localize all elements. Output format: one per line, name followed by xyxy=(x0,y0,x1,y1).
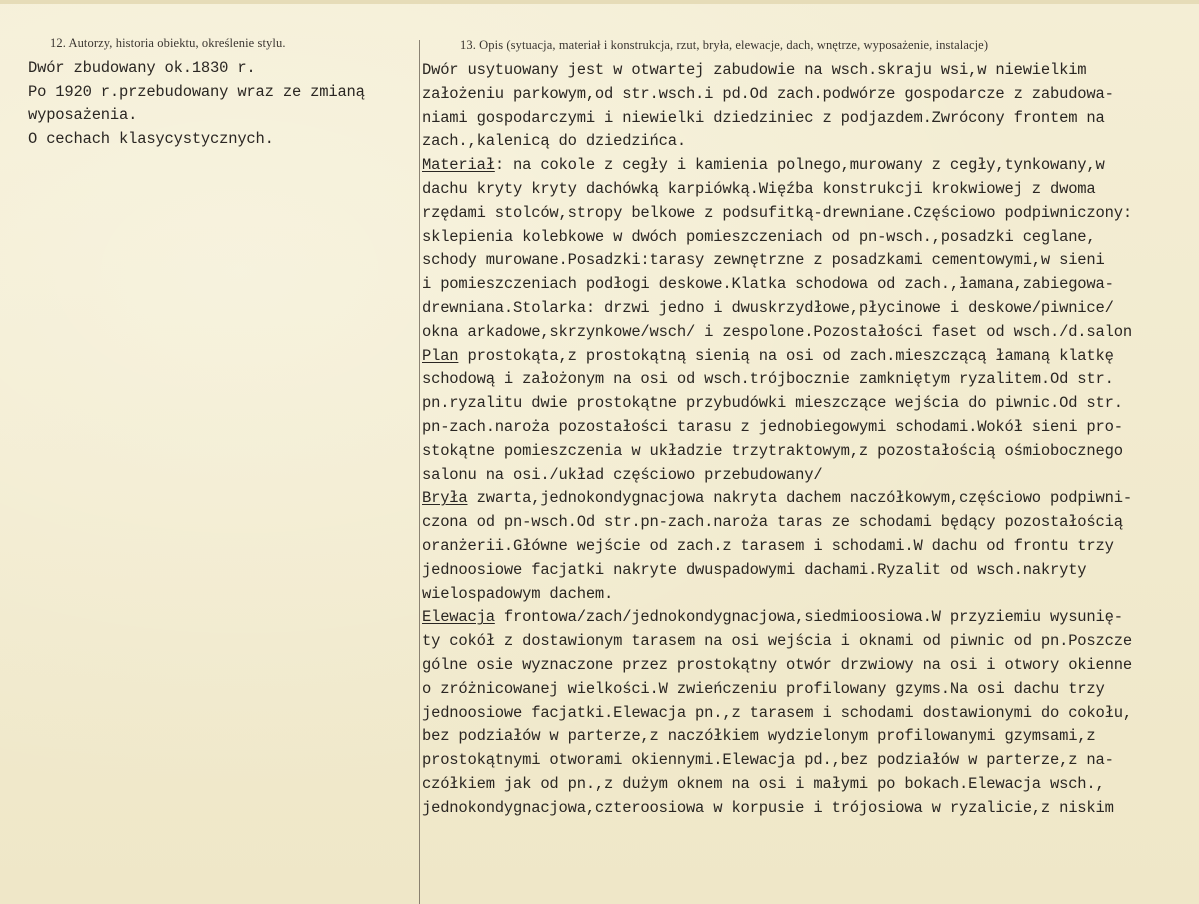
description-line xyxy=(422,226,1199,250)
description-line xyxy=(422,511,1199,535)
description-line-text: niami gospodarczymi i niewielki dziedziniec z podjazdem.Zwrócony frontem na xyxy=(422,108,1105,127)
description-line-text: sklepienia kolebkowe w dwóch pomieszczeniach od pn-wsch.,posadzki ceglane, xyxy=(422,227,1096,246)
description-line xyxy=(422,487,1199,511)
description-line xyxy=(422,83,1199,107)
description-line xyxy=(422,202,1199,226)
history-column-header: 12. Autorzy, historia obiektu, określenie stylu. xyxy=(50,36,286,50)
description-line xyxy=(422,297,1199,321)
description-line-text: schodową i założonym na osi od wsch.trójbocznie zamkniętym ryzalitem.Od str. xyxy=(422,370,1114,389)
description-line xyxy=(422,678,1199,702)
description-line-text: jednokondygnacjowa,czteroosiowa w korpusie i trójosiowa w ryzalicie,z niskim xyxy=(422,798,1114,817)
section-heading: Plan xyxy=(422,346,459,365)
history-line: O cechach klasycystycznych. xyxy=(28,129,274,148)
description-line-text: salonu na osi./układ częściowo przebudowany/ xyxy=(422,465,823,484)
description-line-text: jednoosiowe facjatki.Elewacja pn.,z tarasem i schodami dostawionymi do cokołu, xyxy=(422,703,1132,722)
description-line xyxy=(422,464,1199,488)
description-text xyxy=(422,59,1199,821)
section-heading: Bryła xyxy=(422,489,468,508)
description-line xyxy=(422,630,1199,654)
description-line xyxy=(422,606,1199,630)
description-line-text: czółkiem jak od pn.,z dużym oknem na osi i małymi po bokach.Elewacja wsch., xyxy=(422,774,1105,793)
description-column-header: 13. Opis (sytuacja, materiał i konstrukcja, rzut, bryła, elewacje, dach, wnętrze, wyposażenie, instalacje) xyxy=(460,38,989,52)
description-column xyxy=(422,38,1199,821)
description-line xyxy=(422,107,1199,131)
section-heading: Elewacja xyxy=(422,608,495,627)
description-line-text: okna arkadowe,skrzynkowe/wsch/ i zespolone.Pozostałości faset od wsch./d.salon xyxy=(422,322,1132,341)
description-line-text: gólne osie wyznaczone przez prostokątny otwór drzwiowy na osi i otwory okienne xyxy=(422,655,1132,674)
description-line-text: : na cokole z cegły i kamienia polnego,murowany z cegły,tynkowany,w xyxy=(494,156,1105,175)
description-line-text: bez podziałów w parterze,z naczółkiem wydzielonym profilowanymi gzymsami,z xyxy=(422,727,1096,746)
description-line xyxy=(422,725,1199,749)
description-line-text: Dwór usytuowany jest w otwartej zabudowie na wsch.skraju wsi,w niewielkim xyxy=(422,61,1087,79)
description-line-text: ty cokół z dostawionym tarasem na osi wejścia i oknami od piwnic od pn.Poszcze xyxy=(422,632,1132,651)
description-line-text: drewniana.Stolarka: drzwi jedno i dwuskrzydłowe,płycinowe i deskowe/piwnice/ xyxy=(422,298,1114,317)
description-line xyxy=(422,535,1199,559)
description-line-text: zwarta,jednokondygnacjowa nakryta dachem naczółkowym,częściowo podpiwni- xyxy=(467,489,1132,508)
description-line xyxy=(422,392,1199,416)
description-line-text: jednoosiowe facjatki nakryte dwuspadowymi dachami.Ryzalit od wsch.nakryty xyxy=(422,560,1087,579)
history-line: Po 1920 r.przebudowany wraz ze zmianą xyxy=(28,82,365,101)
history-line: Dwór zbudowany ok.1830 r. xyxy=(28,59,256,77)
description-line-text: frontowa/zach/jednokondygnacjowa,siedmioosiowa.W przyziemiu wysunię- xyxy=(494,608,1123,627)
history-column xyxy=(28,36,413,151)
description-line-text: rzędami stolców,stropy belkowe z podsufitką-drewniane.Częściowo podpiwniczony: xyxy=(422,203,1132,222)
description-line xyxy=(422,773,1199,797)
description-line-text: prostokąta,z prostokątną sienią na osi od zach.mieszczącą łamaną klatkę xyxy=(458,346,1114,365)
description-line-text: założeniu parkowym,od str.wsch.i pd.Od zach.podwórze gospodarcze z zabudowa- xyxy=(422,84,1114,103)
description-line xyxy=(422,749,1199,773)
description-line xyxy=(422,154,1199,178)
description-line-text: o zróżnicowanej wielkości.W zwieńczeniu profilowany gzyms.Na osi dachu trzy xyxy=(422,679,1105,698)
description-line xyxy=(422,321,1199,345)
description-line-text: schody murowane.Posadzki:tarasy zewnętrzne z posadzkami cementowymi,w sieni xyxy=(422,251,1105,270)
description-line-text: czona od pn-wsch.Od str.pn-zach.naroża taras ze schodami będący pozostałością xyxy=(422,513,1123,532)
description-line xyxy=(422,654,1199,678)
description-line-text: prostokątnymi otworami okiennymi.Elewacja pd.,bez podziałów w parterze,z na- xyxy=(422,751,1114,770)
section-heading: Materiał xyxy=(422,156,495,175)
description-line xyxy=(422,797,1199,821)
description-line xyxy=(422,273,1199,297)
description-line xyxy=(422,440,1199,464)
description-line-text: i pomieszczeniach podłogi deskowe.Klatka schodowa od zach.,łamana,zabiegowa- xyxy=(422,275,1114,294)
description-line-text: oranżerii.Główne wejście od zach.z tarasem i schodami.W dachu od frontu trzy xyxy=(422,536,1114,555)
description-line xyxy=(422,416,1199,440)
description-line xyxy=(422,130,1199,154)
description-line-text: wielospadowym dachem. xyxy=(422,584,614,603)
description-line-text: stokątne pomieszczenia w układzie trzytraktowym,z pozostałością ośmiobocznego xyxy=(422,441,1123,460)
description-line-text: pn.ryzalitu dwie prostokątne przybudówki mieszczące wejścia do piwnic.Od str. xyxy=(422,394,1123,413)
description-line xyxy=(422,583,1199,607)
description-line xyxy=(422,249,1199,273)
description-line xyxy=(422,178,1199,202)
description-line-text: dachu kryty kryty dachówką karpiówką.Więźba konstrukcji krokwiowej z dwoma xyxy=(422,179,1096,198)
description-line xyxy=(422,559,1199,583)
description-line-text: pn-zach.naroża pozostałości tarasu z jednobiegowymi schodami.Wokół sieni pro- xyxy=(422,417,1123,436)
description-line xyxy=(422,702,1199,726)
description-line-text: zach.,kalenicą do dziedzińca. xyxy=(422,132,686,151)
description-line xyxy=(422,59,1199,83)
history-line: wyposażenia. xyxy=(28,106,138,124)
description-line xyxy=(422,345,1199,369)
column-divider xyxy=(419,40,420,904)
paper-edge xyxy=(0,0,1199,4)
description-line xyxy=(422,368,1199,392)
